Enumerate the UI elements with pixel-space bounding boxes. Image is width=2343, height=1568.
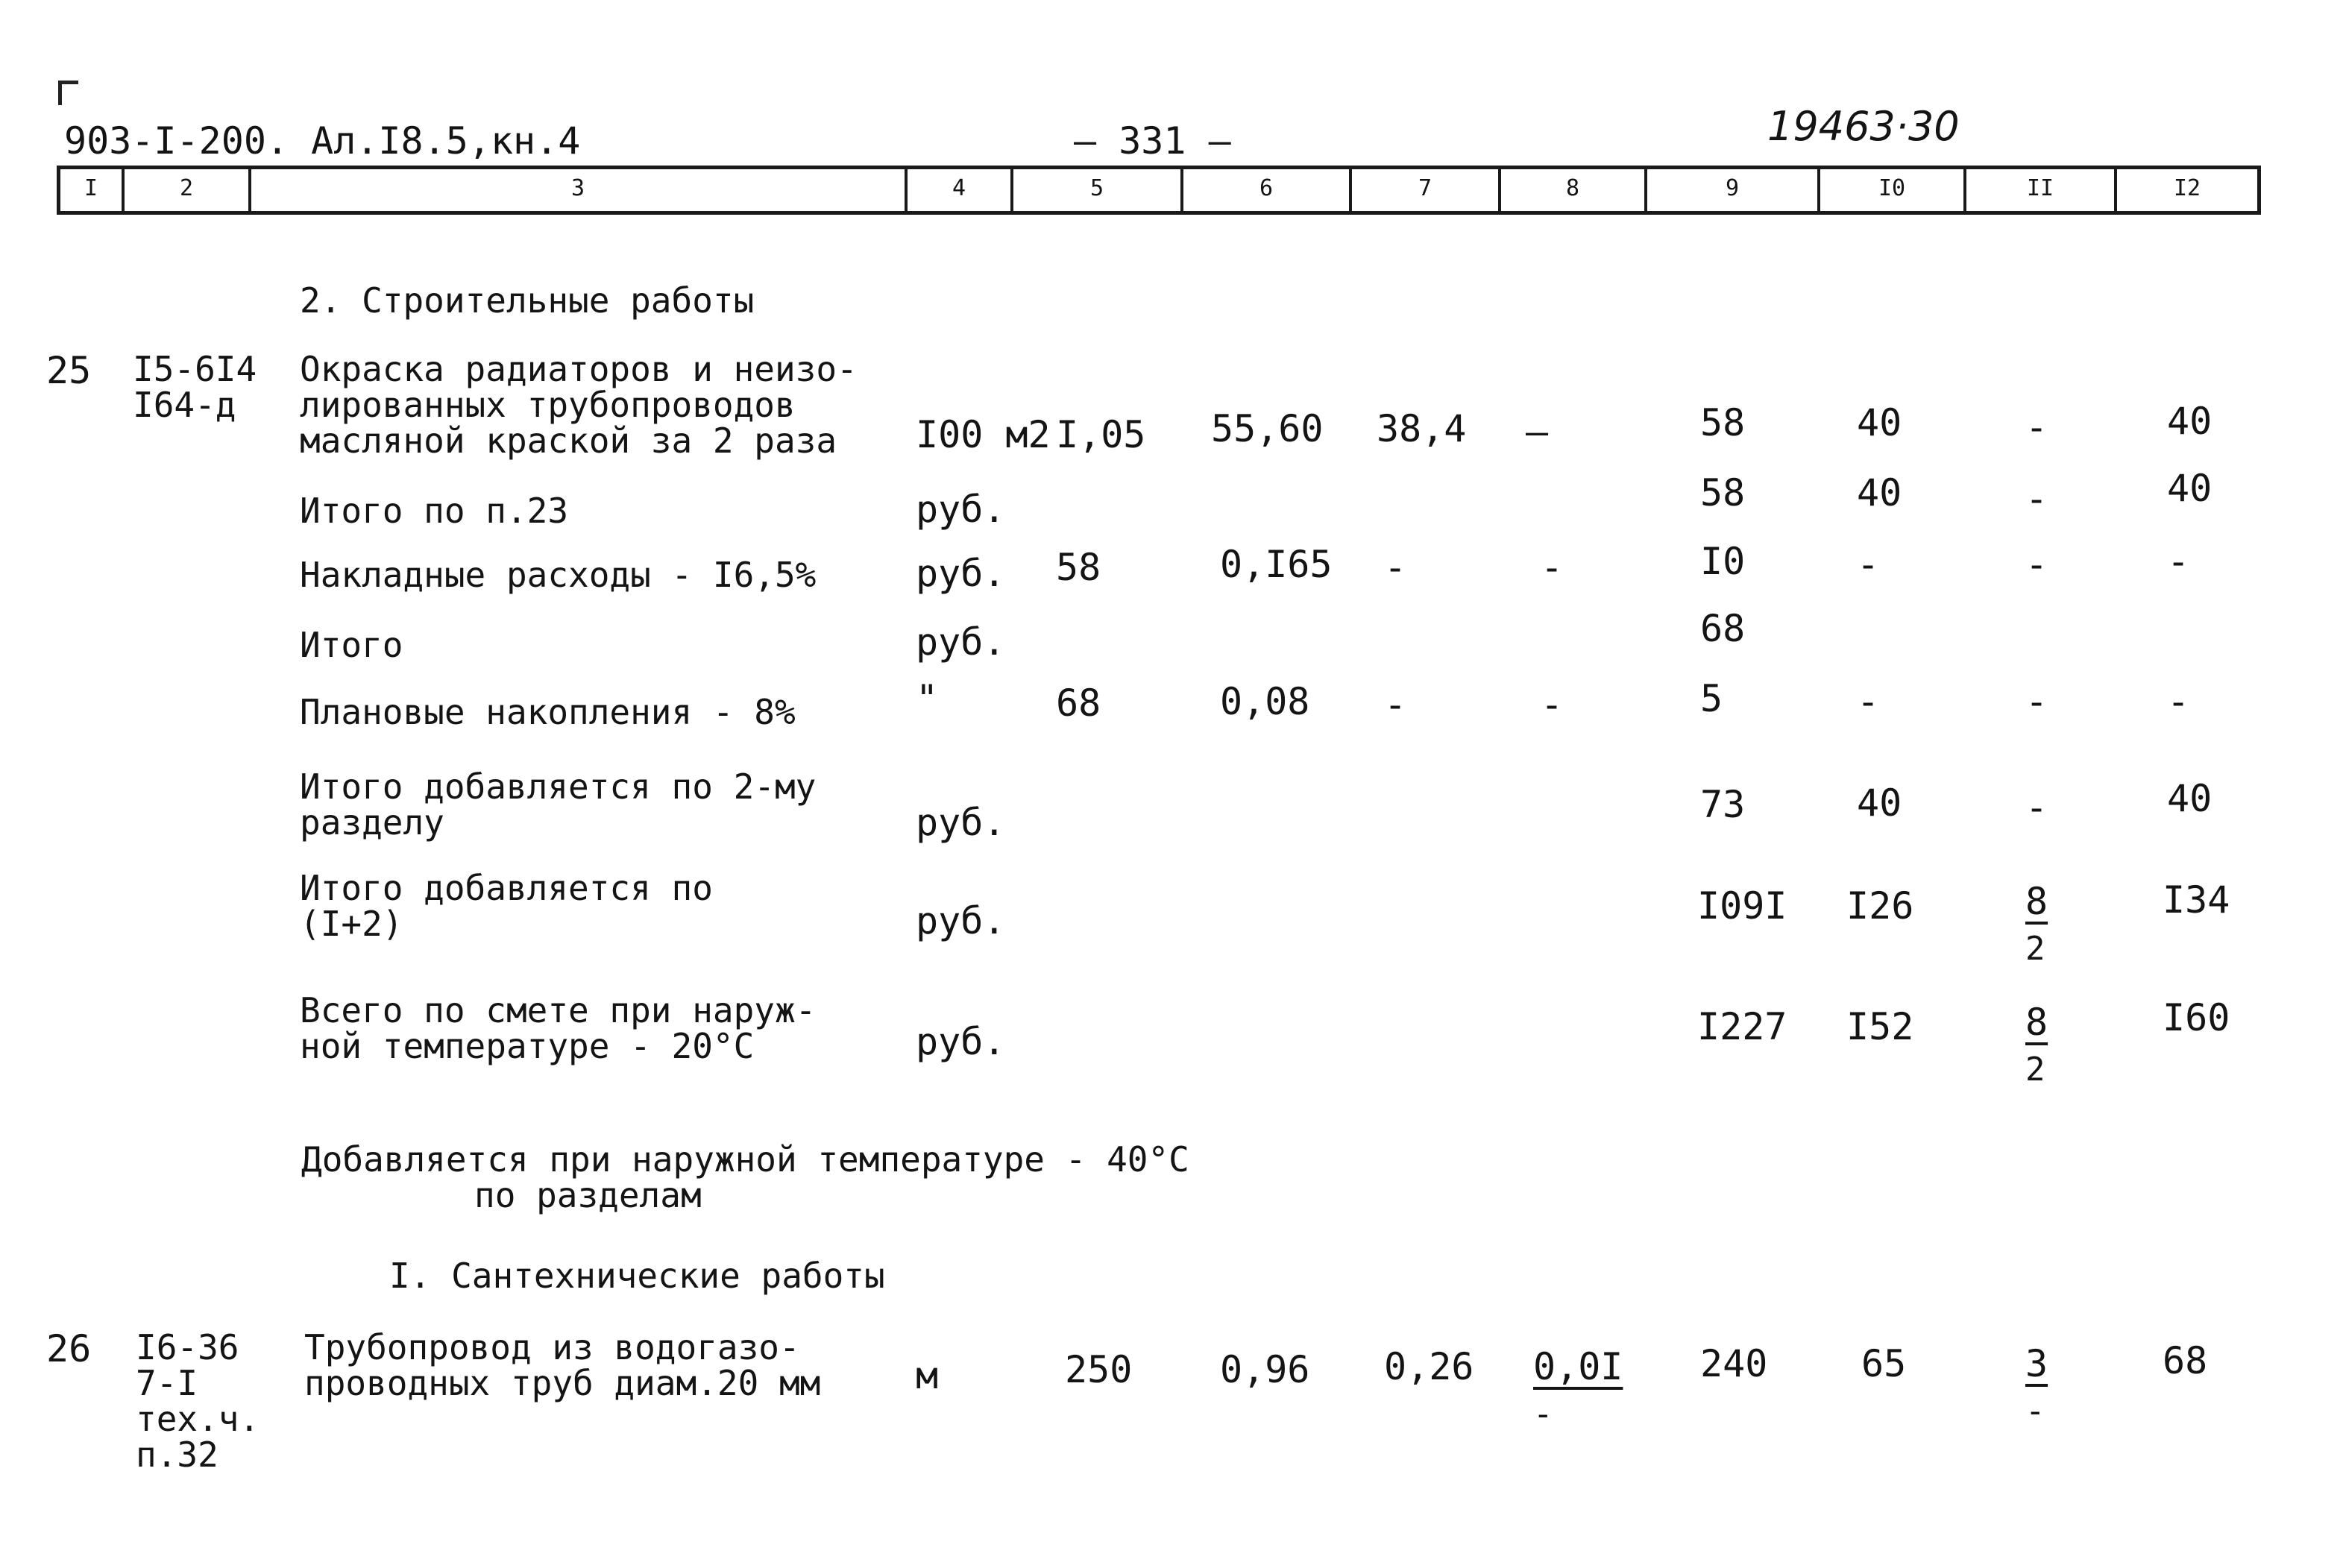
item-number: 26	[46, 1327, 92, 1370]
value-cell: 68	[1056, 681, 1101, 725]
value-cell: 73	[1700, 783, 1746, 826]
addition-heading: Добавляется при наружной температуре - 40°С	[301, 1139, 1189, 1180]
value-cell: 0,08	[1220, 680, 1310, 723]
value-cell: 5	[1700, 677, 1723, 720]
row-label: Итого добавляется по	[300, 868, 713, 908]
fraction-cell	[1533, 1347, 1623, 1435]
value-cell: 40	[1857, 401, 1902, 444]
value-cell: -	[1857, 680, 1880, 723]
value-cell: 40	[1857, 471, 1902, 514]
document-reference: 903-I-200. Ал.I8.5,кн.4	[64, 119, 581, 163]
unit-cell: руб.	[916, 488, 1006, 531]
row-label: Итого по п.23	[300, 491, 569, 531]
value-cell: 68	[1700, 607, 1746, 650]
section-title: I. Сантехнические работы	[389, 1256, 885, 1296]
price-cell: 55,60	[1211, 407, 1324, 450]
value-cell: -	[2025, 680, 2048, 723]
value-cell: 240	[1700, 1342, 1768, 1385]
row-label: Итого добавляется по 2-му	[300, 766, 817, 807]
fraction-numerator: 8	[2025, 880, 2048, 923]
quantity-cell: I,05	[1056, 413, 1146, 456]
row-label: Накладные расходы - I6,5%	[300, 555, 817, 595]
column-number: 9	[1647, 169, 1820, 211]
value-cell: I34	[2163, 878, 2230, 922]
value-cell: —	[1526, 410, 1549, 453]
fraction-numerator: 0,0I	[1533, 1345, 1623, 1388]
value-cell: 58	[1700, 401, 1746, 444]
column-number: 6	[1183, 169, 1352, 211]
value-cell: 68	[2163, 1339, 2208, 1382]
ditto-mark: "	[916, 677, 939, 720]
item-description: Окраска радиаторов и неизо-	[300, 349, 858, 389]
column-number: 7	[1352, 169, 1501, 211]
value-cell: 0,26	[1384, 1345, 1474, 1388]
column-number: 8	[1501, 169, 1647, 211]
addition-heading: по разделам	[474, 1175, 702, 1215]
item-code: 7-I	[136, 1363, 198, 1403]
unit-cell: I00 м2	[916, 413, 1051, 456]
item-code: п.32	[136, 1435, 218, 1475]
price-cell: 0,96	[1220, 1348, 1310, 1391]
quantity-cell: 250	[1065, 1348, 1133, 1391]
fraction-denominator: -	[1533, 1395, 1553, 1433]
value-cell: -	[2167, 680, 2190, 723]
value-cell: -	[1541, 546, 1564, 589]
unit-cell: руб.	[916, 801, 1006, 844]
item-description: лированных трубопроводов	[300, 385, 796, 425]
value-cell: 58	[1056, 546, 1101, 589]
row-label: ной температуре - 20°С	[300, 1026, 755, 1066]
column-number: 3	[251, 169, 908, 211]
value-cell: 40	[2167, 400, 2213, 443]
fraction-numerator: 8	[2025, 1001, 2048, 1044]
value-cell: 40	[2167, 777, 2213, 820]
row-label: Всего по смете при наруж-	[300, 990, 817, 1030]
value-cell: 65	[1861, 1342, 1907, 1385]
row-label: Итого	[300, 625, 403, 665]
value-cell: I09I	[1697, 884, 1787, 928]
item-code: тех.ч.	[136, 1399, 260, 1439]
value-cell: 0,I65	[1220, 543, 1333, 586]
fraction-denominator: 2	[2025, 930, 2045, 968]
value-cell: I0	[1700, 540, 1746, 583]
value-cell: 38,4	[1377, 407, 1467, 450]
unit-cell: руб.	[916, 552, 1006, 595]
fraction-cell	[2025, 881, 2048, 969]
item-code: I64-д	[133, 385, 236, 425]
fraction-cell	[2025, 1344, 2048, 1432]
value-cell: -	[2025, 406, 2048, 449]
value-cell: -	[1384, 546, 1407, 589]
item-code: I5-6I4	[133, 349, 257, 389]
item-description: проводных труб диам.20 мм	[304, 1363, 821, 1403]
fraction-cell	[2025, 1002, 2048, 1090]
value-cell: I52	[1846, 1005, 1914, 1048]
corner-mark	[58, 81, 78, 105]
unit-cell: руб.	[916, 1020, 1006, 1063]
value-cell: -	[2025, 477, 2048, 520]
fraction-numerator: 3	[2025, 1342, 2048, 1385]
value-cell: -	[1384, 683, 1407, 726]
column-number: I0	[1820, 169, 1966, 211]
section-title: 2. Строительные работы	[300, 280, 755, 321]
fraction-denominator: 2	[2025, 1051, 2045, 1089]
item-code: I6-36	[136, 1327, 239, 1367]
column-number: I2	[2173, 175, 2201, 201]
value-cell: -	[1857, 543, 1880, 586]
column-number: 4	[908, 169, 1013, 211]
value-cell: 40	[1857, 781, 1902, 825]
unit-cell: руб.	[916, 620, 1006, 664]
item-description: Трубопровод из водогазо-	[304, 1327, 800, 1367]
row-label: разделу	[300, 802, 444, 843]
unit-cell: руб.	[916, 899, 1006, 942]
value-cell: 58	[1700, 471, 1746, 514]
value-cell: I227	[1697, 1005, 1787, 1048]
column-number-bar	[57, 166, 2261, 215]
page-number: — 331 —	[1074, 119, 1231, 163]
value-cell: 40	[2167, 467, 2213, 510]
row-label: (I+2)	[300, 904, 403, 944]
handwritten-code: 19463·30	[1767, 103, 1960, 150]
column-number: 5	[1013, 169, 1183, 211]
value-cell: -	[2025, 786, 2048, 829]
value-cell: -	[2025, 543, 2048, 586]
value-cell: I26	[1846, 884, 1914, 928]
unit-cell: м	[916, 1354, 939, 1397]
column-number: I	[60, 169, 125, 211]
value-cell: I60	[2163, 996, 2230, 1039]
value-cell: -	[1541, 683, 1564, 726]
item-number: 25	[46, 349, 92, 392]
column-number: 2	[125, 169, 251, 211]
item-description: масляной краской за 2 раза	[300, 421, 837, 461]
value-cell: -	[2167, 540, 2190, 583]
fraction-denominator: -	[2025, 1392, 2045, 1430]
column-number: II	[1966, 169, 2117, 211]
row-label: Плановые накопления - 8%	[300, 692, 796, 732]
